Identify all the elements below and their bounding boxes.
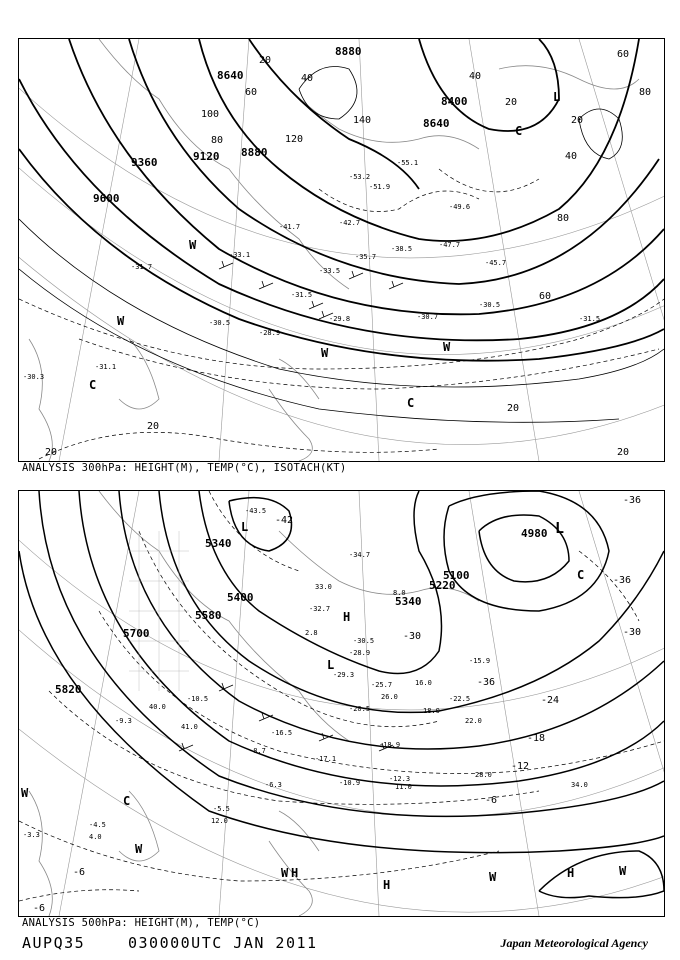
station-label: -10.9 — [339, 779, 361, 787]
height-label: 8880 — [241, 146, 268, 159]
isotach-label: 20 — [259, 55, 272, 66]
temp-label: -38.5 — [391, 245, 413, 253]
station-label: 41.0 — [181, 723, 198, 731]
station-label: 11.0 — [395, 783, 412, 791]
graticule — [19, 39, 664, 461]
isotach-label: 140 — [353, 115, 372, 126]
height-label: 8880 — [335, 45, 362, 58]
station-label: -6.3 — [265, 781, 282, 789]
isotach-label: 120 — [285, 134, 304, 145]
station-label: 4.0 — [89, 833, 102, 841]
isotach-label: 20 — [45, 447, 58, 458]
height-label: 8640 — [423, 117, 450, 130]
height-label: 5220 — [429, 579, 456, 592]
valid-time: 030000UTC JAN 2011 — [128, 934, 318, 952]
station-label: 12.0 — [211, 817, 228, 825]
isotherm-label: -36 — [477, 677, 496, 688]
map-500hpa-svg — [19, 491, 664, 916]
temp-label: -35.7 — [355, 253, 377, 261]
isotach-label: 60 — [617, 49, 630, 60]
height-label: 4980 — [521, 527, 548, 540]
station-label: 34.0 — [571, 781, 588, 789]
isotach-label: 40 — [565, 151, 578, 162]
station-label: 18.0 — [423, 707, 440, 715]
height-label: 5340 — [205, 537, 232, 550]
station-label: -9.3 — [115, 717, 132, 725]
station-label: 26.0 — [381, 693, 398, 701]
high-marker: H — [567, 866, 575, 880]
station-label: -10.5 — [187, 695, 209, 703]
isotherm-label: -36 — [623, 495, 642, 506]
chart-code: AUPQ35 — [22, 934, 86, 952]
isotach-label: 20 — [571, 115, 584, 126]
cold-marker: C — [89, 378, 97, 392]
isotach-label: 60 — [245, 87, 258, 98]
high-marker: H — [383, 878, 391, 892]
temp-label: -42.7 — [339, 219, 361, 227]
isotherm-label: -12 — [511, 761, 530, 772]
height-label: 5580 — [195, 609, 222, 622]
warm-marker: W — [21, 786, 29, 800]
station-label: -25.7 — [371, 681, 393, 689]
isotach-label: 20 — [507, 403, 520, 414]
temp-label: -31.7 — [131, 263, 153, 271]
temp-label: -28.9 — [259, 329, 281, 337]
caption-300hpa: ANALYSIS 300hPa: HEIGHT(M), TEMP(°C), ISOTACH(KT) — [22, 462, 347, 474]
isotach-label: 80 — [639, 87, 652, 98]
station-label: -43.5 — [245, 507, 267, 515]
height-label: 5100 — [443, 569, 470, 582]
temp-label: -30.3 — [23, 373, 45, 381]
system-markers — [21, 519, 627, 892]
warm-marker: W — [619, 864, 627, 878]
low-marker: L — [241, 520, 249, 534]
temp-label: -29.8 — [329, 315, 351, 323]
isotach-label: 40 — [469, 71, 482, 82]
temp-label: -33.1 — [229, 251, 251, 259]
temp-label: -33.5 — [319, 267, 341, 275]
temp-label: -51.9 — [369, 183, 391, 191]
station-label: 2.8 — [305, 629, 318, 637]
temp-label: -31.5 — [291, 291, 313, 299]
isotach-label: 80 — [557, 213, 570, 224]
station-label: -29.3 — [333, 671, 355, 679]
height-label: 5820 — [55, 683, 82, 696]
station-label: -30.5 — [353, 637, 375, 645]
station-label: -18.9 — [379, 741, 401, 749]
warm-marker: W — [135, 842, 143, 856]
caption-500hpa: ANALYSIS 500hPa: HEIGHT(M), TEMP(°C) — [22, 917, 261, 929]
temp-label: -30.5 — [479, 301, 501, 309]
hatched-area — [129, 531, 189, 691]
isotherm-label: -30 — [623, 627, 642, 638]
analysis-300hpa-map — [18, 38, 665, 462]
station-label: -5.5 — [213, 805, 230, 813]
low-marker: L — [555, 519, 565, 537]
temp-label: -31.5 — [579, 315, 601, 323]
high-marker: H — [343, 610, 351, 624]
temp-label: -31.1 — [95, 363, 117, 371]
isotach-label: 60 — [539, 291, 552, 302]
height-label: 5700 — [123, 627, 150, 640]
station-label: -34.7 — [349, 551, 371, 559]
temp-label: -41.7 — [279, 223, 301, 231]
isotach-label: 100 — [201, 109, 220, 120]
cold-marker: C — [515, 124, 523, 138]
station-label: -32.7 — [309, 605, 331, 613]
cold-marker: C — [577, 568, 585, 582]
station-label: -4.5 — [89, 821, 106, 829]
analysis-500hpa-map — [18, 490, 665, 917]
warm-marker: W — [321, 346, 329, 360]
temp-label: -30.5 — [209, 319, 231, 327]
station-label: -28.9 — [349, 649, 371, 657]
station-label: -17.1 — [315, 755, 337, 763]
wind-barbs — [179, 683, 393, 751]
isotach-label: 20 — [147, 421, 160, 432]
station-label: 40.0 — [149, 703, 166, 711]
isotherms — [19, 491, 664, 901]
height-label: 9600 — [93, 192, 120, 205]
temp-label: -47.7 — [439, 241, 461, 249]
temp-label: -49.6 — [449, 203, 471, 211]
height-label: 9120 — [193, 150, 220, 163]
temp-label: -30.7 — [417, 313, 439, 321]
station-label: 22.0 — [465, 717, 482, 725]
map-300hpa-svg — [19, 39, 664, 461]
isotach-label: 40 — [301, 73, 314, 84]
height-label: 9360 — [131, 156, 158, 169]
station-label: -16.5 — [271, 729, 293, 737]
low-marker: L — [553, 90, 561, 104]
height-label: 8640 — [217, 69, 244, 82]
warm-marker: W — [117, 314, 125, 328]
isotach-label: 20 — [505, 97, 518, 108]
isotherm-label: -24 — [541, 695, 560, 706]
cold-marker: C — [407, 396, 415, 410]
warm-marker: W — [189, 238, 197, 252]
isotherm-label: -18 — [527, 733, 546, 744]
temp-label: -55.1 — [397, 159, 419, 167]
station-label: 8.0 — [393, 589, 406, 597]
station-label: -22.5 — [449, 695, 471, 703]
height-contours — [19, 491, 664, 898]
station-label: 16.0 — [415, 679, 432, 687]
coastlines — [29, 39, 639, 461]
station-label: -20.5 — [349, 705, 371, 713]
isotherm-label: -36 — [613, 575, 632, 586]
isotach-labels — [45, 49, 651, 458]
cold-marker: C — [123, 794, 131, 808]
station-label: 28.0 — [475, 771, 492, 779]
high-marker: H — [291, 866, 299, 880]
system-markers — [89, 90, 560, 410]
station-label: -15.9 — [469, 657, 491, 665]
height-label: 5340 — [395, 595, 422, 608]
agency-credit: Japan Meteorological Agency — [500, 936, 648, 950]
warm-marker: W — [443, 340, 451, 354]
temp-label: -53.2 — [349, 173, 371, 181]
isotherm-label: -6 — [33, 903, 46, 914]
station-label: -12.3 — [389, 775, 411, 783]
warm-marker: W — [281, 866, 289, 880]
isotherm-label: -30 — [403, 631, 422, 642]
isotach-label: 20 — [617, 447, 630, 458]
isotherm-label: -6 — [485, 795, 498, 806]
temp-label: -45.7 — [485, 259, 507, 267]
warm-marker: W — [489, 870, 497, 884]
height-label: 5400 — [227, 591, 254, 604]
station-label: -8.7 — [249, 747, 266, 755]
low-marker: L — [327, 658, 335, 672]
isotherm-label: -42 — [275, 515, 294, 526]
station-label: -3.3 — [23, 831, 40, 839]
isotherm-label: -6 — [73, 867, 86, 878]
isotach-label: 80 — [211, 135, 224, 146]
station-label: 33.0 — [315, 583, 332, 591]
height-label: 8400 — [441, 95, 468, 108]
coastlines — [29, 491, 479, 916]
